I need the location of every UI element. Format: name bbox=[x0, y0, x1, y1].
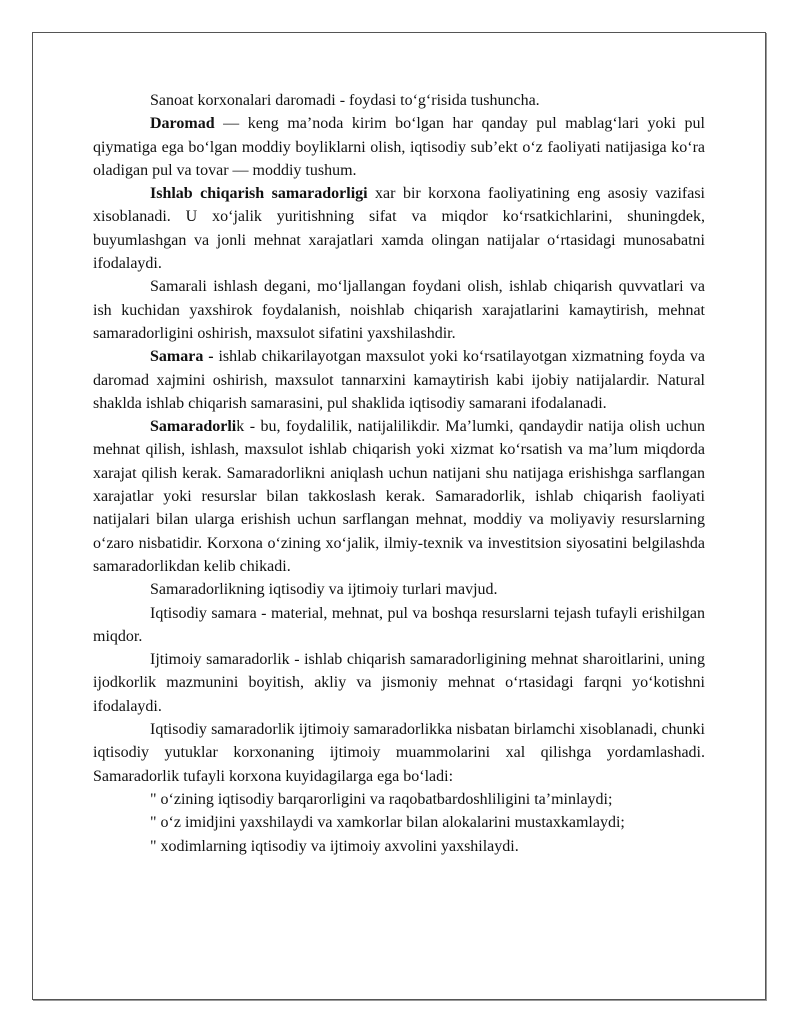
paragraph-ijtimoiy bbox=[93, 648, 705, 718]
paragraph-text: Iqtisodiy samara - material, mehnat, pul va boshqa resurslarni tejash tufayli erishilgan miqdor. bbox=[93, 604, 705, 645]
paragraph-text: Samarali ishlash degani, mo‘ljallangan foydani olish, ishlab chiqarish quvvatlari va ish kuchidan yaxshirok foydalanish, noishlab chiqarish xarajatlarini kamaytirish, mehnat samaradorligini oshirish, maxsulot sifatini yaxshilashdir. bbox=[93, 278, 705, 342]
paragraph-text: Sanoat korxonalari daromadi - foydasi to‘g‘risida tushuncha. bbox=[150, 92, 540, 109]
paragraph-samara bbox=[93, 345, 705, 415]
document-body bbox=[93, 89, 705, 858]
bold-term: Samara - bbox=[150, 348, 214, 366]
paragraph-turlari bbox=[93, 578, 705, 601]
bold-term: Samaradorli bbox=[150, 418, 237, 436]
list-item: " o‘zining iqtisodiy barqarorligini va raqobatbardoshliligini ta’minlaydi; bbox=[150, 790, 613, 808]
paragraph-samarali bbox=[93, 275, 705, 345]
paragraph-samaradorlik bbox=[93, 415, 705, 578]
paragraph-text: Iqtisodiy samaradorlik ijtimoiy samaradorlikka nisbatan birlamchi xisoblanadi, chunki iqtisodiy yutuklar korxonaning ijtimoiy muammolarini xal qilishga yordamlashadi. Samaradorlik tufayli korxona kuyidagilarga ega bo‘ladi: bbox=[93, 721, 705, 785]
paragraph-text: Ijtimoiy samaradorlik - ishlab chiqarish samaradorligining mehnat sharoitlarini, uning ijodkorlik mazmunini boyitish, akliy va jismoniy mehnat o‘rtasidagi farqni yo‘kotishni ifodalaydi. bbox=[93, 651, 705, 715]
paragraph-text: — keng ma’noda kirim bo‘lgan har qanday pul mablag‘lari yoki pul qiymatiga ega bo‘lgan moddiy boyliklarni olish, iqtisodiy sub’ekt o‘z faoliyati natijasiga ko‘ra oladigan pul va tovar — moddiy tushum. bbox=[93, 115, 705, 179]
paragraph-birlamchi bbox=[93, 718, 705, 788]
paragraph-text: k - bu, foydalilik, natijalilikdir. Ma’lumki, qandaydir natija olish uchun mehnat qilish, ishlash, maxsulot ishlab chiqarish yoki xizmat ko‘rsatish va ma’lum miqdorda xarajat qilish kerak. Samaradorlikni aniqlash uchun natijani shu natijaga erishishga sarflangan xarajatlar yoki resurslar bilan takkoslash kerak. Samaradorlik, ishlab chiqarish faoliyati natijalari bilan ularga erishish uchun sarflangan mehnat, moddiy va moliyaviy resurslarning o‘zaro nisbatidir. Korxona o‘zining xo‘jalik, ilmiy-texnik va investitsion siyosatini belgilashda samaradorlikdan kelib chikadi. bbox=[93, 418, 705, 575]
bold-term: Ishlab chiqarish samaradorligi bbox=[150, 185, 368, 203]
paragraph-iqtisodiy-samara bbox=[93, 602, 705, 649]
paragraph-text: xar bir korxona faoliyatining eng asosiy vazifasi xisoblanadi. U xo‘jalik yuritishning sifat va miqdor ko‘rsatkichlarini, shuningdek, buyumlashgan va jonli mehnat xarajatlari xamda olingan natijalar o‘rtasidagi munosabatni ifodalaydi. bbox=[93, 185, 705, 273]
bold-term: Daromad bbox=[150, 115, 215, 133]
paragraph-text: ishlab chikarilayotgan maxsulot yoki ko‘rsatilayotgan xizmatning foyda va daromad xajmini oshirish, maxsulot tannarxini kamaytirish kabi ijobiy natijalardir. Natural shaklda ishlab chiqarish samarasini, pul shaklida iqtisodiy samarani ifodalanadi. bbox=[93, 348, 705, 412]
paragraph-intro bbox=[93, 89, 705, 112]
paragraph-text: Samaradorlikning iqtisodiy va ijtimoiy turlari mavjud. bbox=[150, 581, 498, 599]
list-item: " o‘z imidjini yaxshilaydi va xamkorlar bilan alokalarini mustaxkamlaydi; bbox=[150, 814, 625, 832]
paragraph-daromad bbox=[93, 112, 705, 182]
list-item: " xodimlarning iqtisodiy va ijtimoiy axvolini yaxshilaydi. bbox=[150, 837, 519, 855]
paragraph-ishlab-chiqarish bbox=[93, 182, 705, 275]
